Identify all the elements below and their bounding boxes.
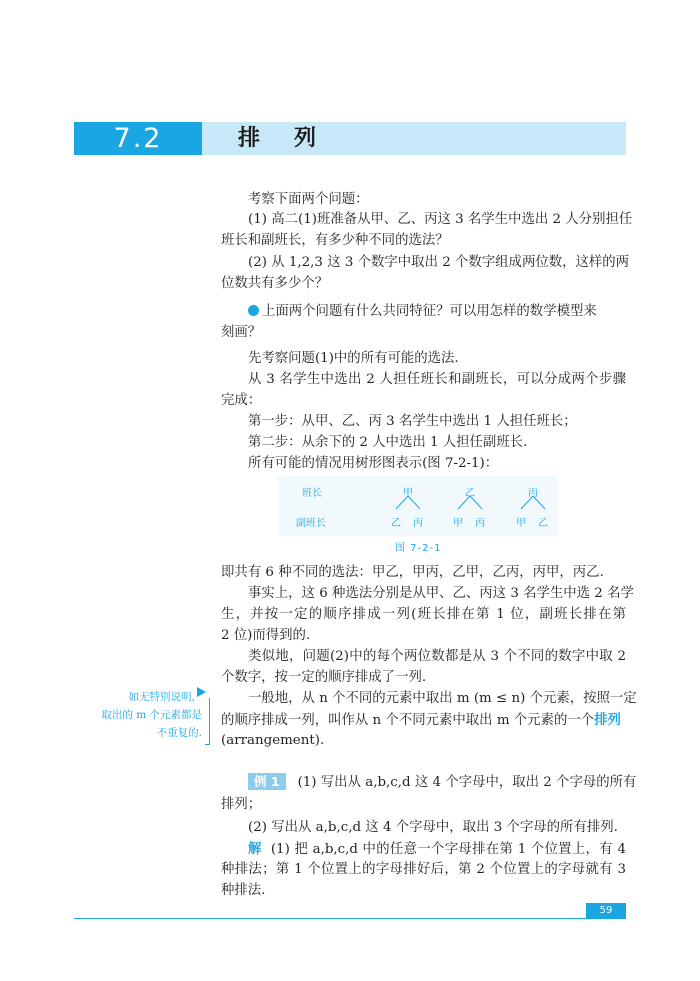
similar-line-1: 类似地，问题(2)中的每个两位数都是从 3 个不同的数字中取 2 (248, 649, 626, 664)
definition-line-2 (221, 710, 626, 730)
figure-caption: 图 7-2-1 (395, 543, 442, 554)
section-title: 排列 (238, 125, 351, 151)
question-2-line-1: (2) 从 1,2,3 这 3 个数字中取出 2 个数字组成两位数，这样的两 (248, 255, 630, 270)
margin-note (74, 688, 202, 742)
two-steps-line-2: 完成： (221, 393, 262, 408)
tree-node-leaf: 乙 (538, 518, 548, 529)
think-prompt-text: 上面两个问题有什么共同特征？可以用怎样的数学模型来 (262, 304, 597, 319)
six-choices-paragraph: 即共有 6 种不同的选法：甲乙，甲丙，乙甲，乙丙，丙甲，丙乙. (221, 565, 604, 580)
step-1: 第一步：从甲、乙、丙 3 名学生中选出 1 人担任班长； (248, 414, 577, 429)
example-2: (2) 写出从 a,b,c,d 这 4 个字母中，取出 3 个字母的所有排列. (248, 820, 618, 835)
solution-line-1 (248, 839, 626, 859)
step-2: 第二步：从余下的 2 人中选出 1 人担任副班长. (248, 435, 528, 450)
solution-line-2: 种排法；第 1 个位置上的字母排好后，第 2 个位置上的字母就有 3 (221, 862, 626, 877)
tree-node-top: 丙 (528, 488, 538, 499)
example-1-line-2: 排列； (221, 797, 262, 812)
tree-node-leaf: 丙 (413, 518, 423, 529)
question-1-line-1: (1) 高二(1)班准备从甲、乙、丙这 3 名学生中选出 2 人分别担任 (248, 212, 633, 227)
bullet-dot-icon (248, 305, 259, 316)
example-badge: 例 1 (248, 773, 286, 790)
row-label-monitor: 班长 (302, 488, 322, 499)
margin-note-arrow-icon (197, 687, 206, 697)
footer-rule (74, 918, 626, 919)
solution-text: (1) 把 a,b,c,d 中的任意一个字母排在第 1 个位置上，有 4 (270, 842, 627, 857)
keyword-arrangement: 排列 (594, 712, 621, 728)
example-1-text: (1) 写出从 a,b,c,d 这 4 个字母中，取出 2 个字母的所有 (297, 775, 637, 790)
margin-note-line: 取出的 m 个元素都是 (101, 709, 202, 721)
solution-line-3: 种排法. (221, 883, 266, 898)
tree-diagram (278, 476, 558, 536)
intro-paragraph: 考察下面两个问题： (248, 192, 369, 207)
tree-node-top: 甲 (403, 488, 413, 499)
page-number: 59 (586, 903, 626, 919)
row-label-vice-monitor: 副班长 (296, 518, 326, 529)
think-prompt-line-1 (248, 302, 626, 322)
tree-node-top: 乙 (465, 488, 475, 499)
two-steps-line-1: 从 3 名学生中选出 2 人担任班长和副班长，可以分成两个步骤 (248, 372, 626, 387)
example-1-line-1 (248, 773, 637, 793)
margin-note-bracket (205, 698, 210, 745)
think-prompt-line-2: 刻画？ (221, 325, 262, 340)
tree-node-leaf: 乙 (391, 518, 401, 529)
fact-line-1: 事实上，这 6 种选法分别是从甲、乙、丙这 3 名学生中选 2 名学 (248, 586, 634, 601)
margin-note-line: 如无特别说明， (128, 691, 202, 703)
question-1-line-2: 班长和副班长，有多少种不同的选法？ (221, 233, 449, 248)
definition-line-1: 一般地，从 n 个不同的元素中取出 m (m ≤ n) 个元素，按照一定 (248, 691, 637, 706)
fact-line-2: 生，并按一定的顺序排成一列(班长排在第 1 位，副班长排在第 (221, 607, 626, 622)
tree-node-leaf: 丙 (475, 518, 485, 529)
tree-intro: 所有可能的情况用树形图表示(图 7-2-1)： (248, 456, 499, 471)
similar-line-2: 个数字，按一定的顺序排成了一列. (221, 670, 427, 685)
solution-label: 解 (248, 841, 262, 857)
tree-node-leaf: 甲 (516, 518, 526, 529)
section-number: 7.2 (74, 122, 202, 155)
question-2-line-2: 位数共有多少个？ (221, 276, 329, 291)
fact-line-3: 2 位)而得到的. (221, 628, 311, 643)
definition-text: 的顺序排成一列，叫作从 n 个不同元素中取出 m 个元素的一个 (221, 713, 595, 728)
margin-note-line: 不重复的. (156, 727, 202, 739)
definition-line-3: (arrangement). (221, 733, 325, 748)
tree-node-leaf: 甲 (453, 518, 463, 529)
first-consider-paragraph: 先考察问题(1)中的所有可能的选法. (248, 351, 459, 366)
